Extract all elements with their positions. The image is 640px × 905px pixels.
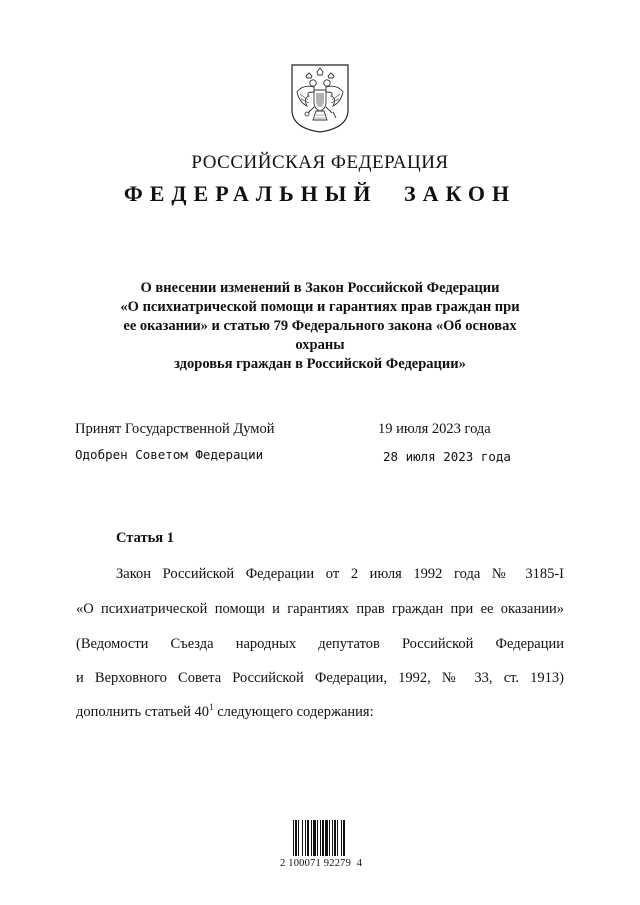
law-title-line: ее оказании» и статью 79 Федерального закона «Об основах охраны xyxy=(123,318,517,353)
article-body-line: Закон Российской Федерации от 2 июля 1992 года № 3185-I xyxy=(116,566,564,582)
barcode-number: 2 100071 92279 4 xyxy=(280,858,363,869)
law-title-line: здоровья граждан в Российской Федерации» xyxy=(174,356,466,372)
council-approval-date: 28 июля 2023 года xyxy=(383,449,511,464)
law-title xyxy=(100,279,540,374)
article-body-line: и Верховного Совета Российской Федерации, 1992, № 33, ст. 1913) xyxy=(76,670,564,686)
document-type: ФЕДЕРАЛЬНЫЙ ЗАКОН xyxy=(123,181,517,206)
article-body-line xyxy=(76,704,564,721)
article-body-line: «О психиатрической помощи и гарантиях прав граждан при ее оказании» xyxy=(76,601,564,617)
article-superscript: 1 xyxy=(209,702,214,713)
duma-adoption-label: Принят Государственной Думой xyxy=(75,421,275,437)
article-body-text: дополнить статьей 40 xyxy=(76,704,210,720)
article-body-line: (Ведомости Съезда народных депутатов Российской Федерации xyxy=(76,636,564,652)
article-heading: Статья 1 xyxy=(116,530,174,546)
coat-of-arms-emblem-icon xyxy=(289,62,351,134)
council-approval-label: Одобрен Советом Федерации xyxy=(75,447,264,462)
article-body-text: следующего содержания: xyxy=(213,704,374,720)
law-title-line: О внесении изменений в Закон Российской Федерации xyxy=(140,280,500,296)
barcode-icon xyxy=(293,820,351,856)
country-name: РОССИЙСКАЯ ФЕДЕРАЦИЯ xyxy=(191,152,449,173)
duma-adoption-date: 19 июля 2023 года xyxy=(378,421,491,437)
law-title-line: «О психиатрической помощи и гарантиях прав граждан при xyxy=(120,299,520,315)
